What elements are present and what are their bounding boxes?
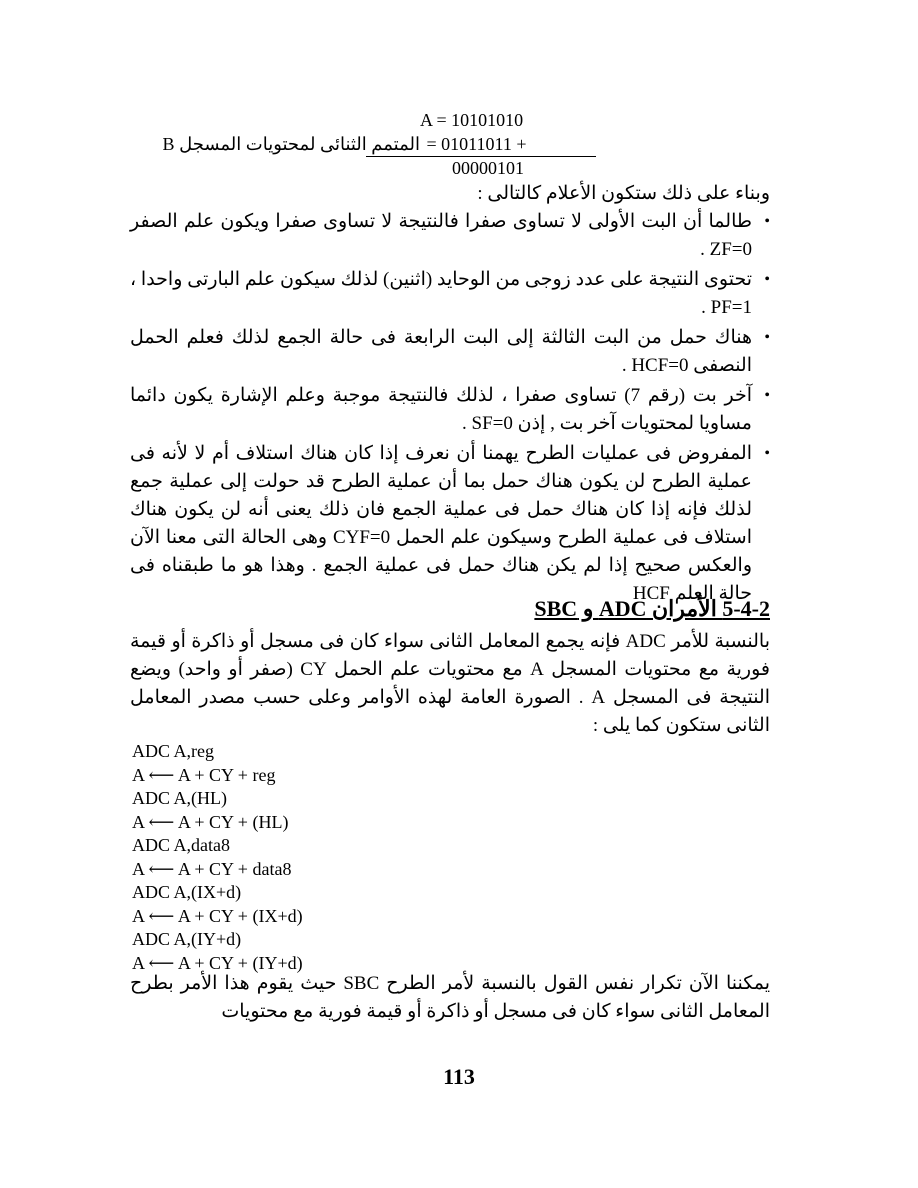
adc-description: بالنسبة للأمر ADC فإنه يجمع المعامل الثانى سواء كان فى مسجل أو ذاكرة أو قيمة فورية مع محتويات المسجل A مع محتويات علم الحمل CY (صفر أو واحد) ويضع النتيجة فى المسجل A . الصورة العامة لهذه الأوامر وعلى حسب مصدر المعامل الثانى ستكون كما يلى : xyxy=(130,631,771,736)
calc-line-b xyxy=(140,134,526,155)
calc-line-result: 00000101 xyxy=(452,158,524,178)
code-line: ADC A,data8 xyxy=(132,835,230,855)
page-number: 113 xyxy=(443,1064,475,1089)
code-line: ADC A,(IY+d) xyxy=(132,929,242,949)
bullet-sign-flag: • آخر بت (رقم 7) تساوى صفرا ، لذلك فالنتيجة موجبة وعلم الإشارة يكون دائما مساويا لمحتويات آخر بت , إذن SF=0 . xyxy=(130,382,770,438)
calc-line-a: A = 10101010 xyxy=(420,110,524,130)
section-heading: 5-4-2 الأمران ADC و SBC xyxy=(534,596,770,621)
bullet-parity-flag: • تحتوى النتيجة على عدد زوجى من الوحايد (اثنين) لذلك سيكون علم البارتى واحدا ، PF=1 . xyxy=(130,266,770,322)
flags-section xyxy=(130,180,770,610)
bullet-borrow-note: • المفروض فى عمليات الطرح يهمنا أن نعرف إذا كان هناك استلاف أم لا لأنه فى عملية الطرح لن يكون هناك حمل بما أن عملية الطرح قد حولت إلى عملية جمع لذلك فإنه إذا كان هناك حمل فى عملية الجمع فان ذلك يعنى أنه لن يكون هناك استلاف فى عملية الطرح وسيكون علم الحمل CYF=0 وهى الحالة التى معنا الآن والعكس صحيح إذا لم يكن هناك حمل فى عملية الجمع . وهذا هو ما طبقناه فى حالة العلم HCF xyxy=(130,440,770,608)
code-line: A ⟵ A + CY + reg xyxy=(132,764,276,785)
bullet-half-carry-flag: • هناك حمل من البت الثالثة إلى البت الرابعة فى حالة الجمع لذلك فعلم الحمل النصفى HCF=0 . xyxy=(130,324,770,380)
sbc-description: يمكننا الآن تكرار نفس القول بالنسبة لأمر الطرح SBC حيث يقوم هذا الأمر بطرح المعامل الثانى سواء كان فى مسجل أو ذاكرة أو قيمة فورية مع محتويات xyxy=(130,973,770,1022)
calc-line-b-label: المتمم الثنائى لمحتويات المسجل B xyxy=(162,134,420,154)
code-line: ADC A,(IX+d) xyxy=(132,882,242,902)
code-line: A ⟵ A + CY + (IX+d) xyxy=(132,905,303,926)
code-line: A ⟵ A + CY + data8 xyxy=(132,858,292,879)
code-line: ADC A,(HL) xyxy=(132,788,227,808)
intro-line: وبناء على ذلك ستكون الأعلام كالتالى : xyxy=(477,183,770,204)
code-line: A ⟵ A + CY + (IY+d) xyxy=(132,952,303,973)
calc-line-b-value: = 01011011 + xyxy=(426,134,527,154)
adc-code-listing xyxy=(132,740,303,975)
code-line: A ⟵ A + CY + (HL) xyxy=(132,811,289,832)
bullet-zero-flag: • طالما أن البت الأولى لا تساوى صفرا فالنتيجة لا تساوى صفرا ويكون علم الصفر ZF=0 . xyxy=(130,208,770,264)
calc-underline xyxy=(366,156,596,157)
code-line: ADC A,reg xyxy=(132,741,214,761)
